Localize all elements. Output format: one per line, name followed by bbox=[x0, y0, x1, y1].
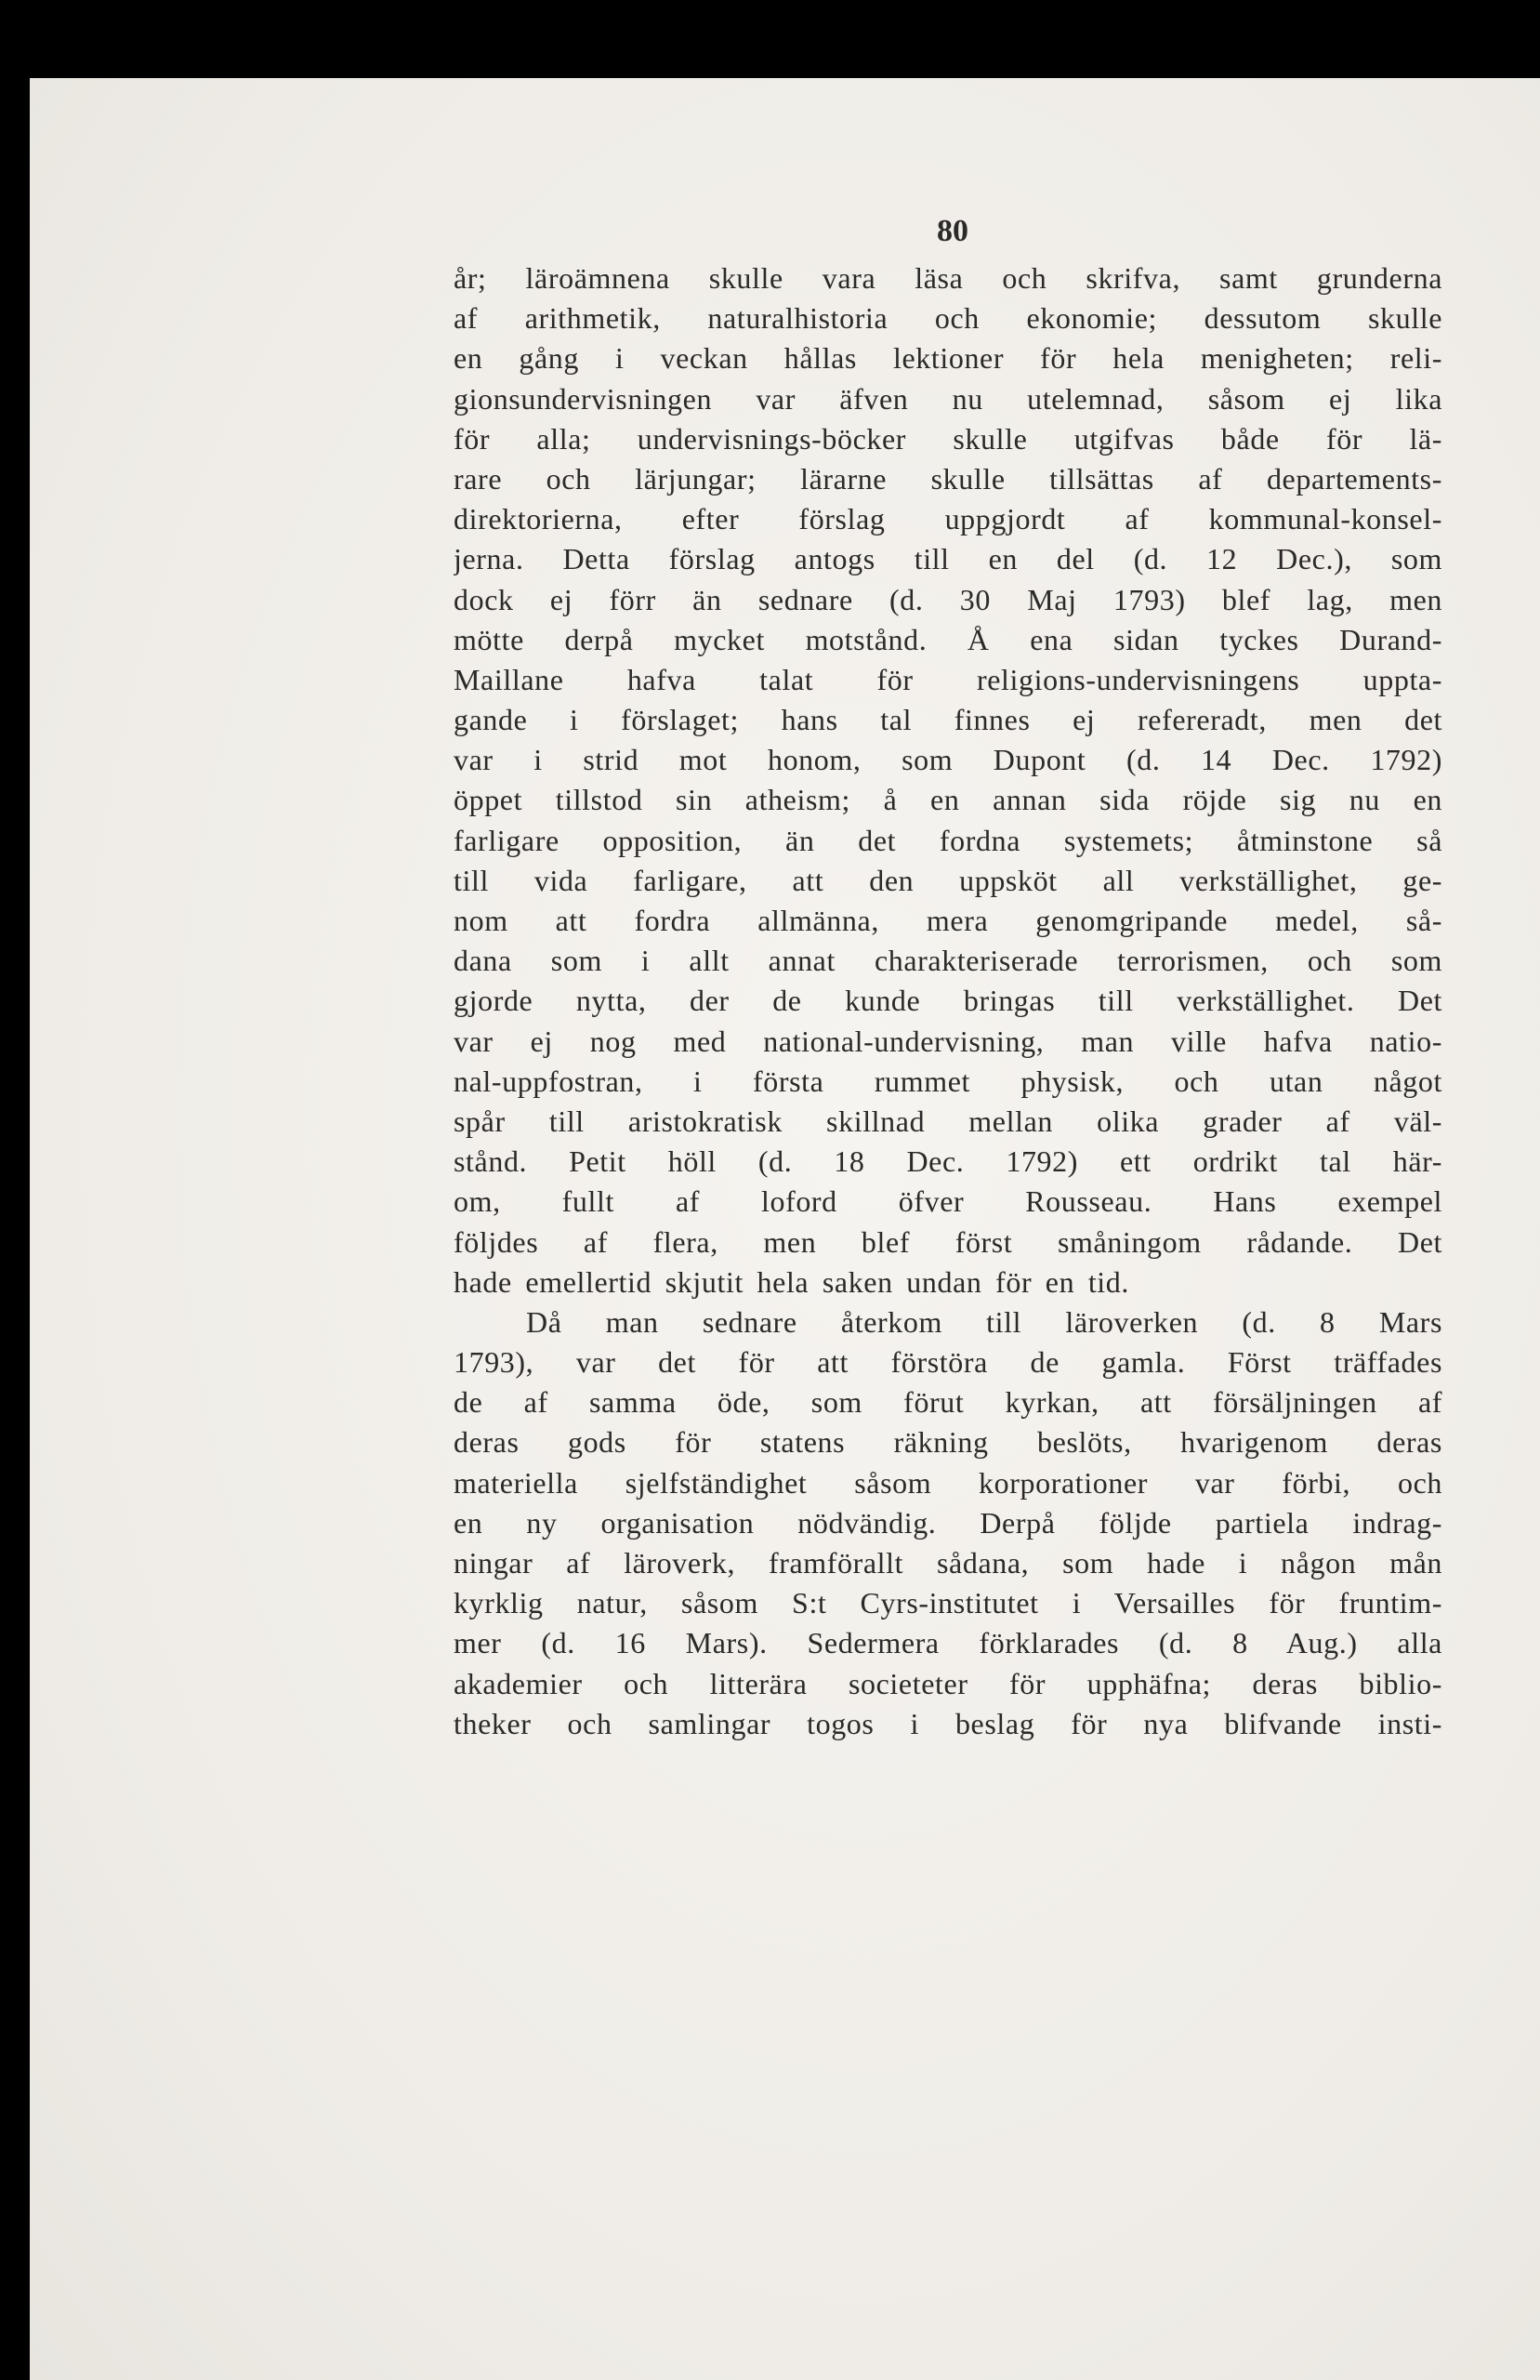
text-line: gjorde nytta, der de kunde bringas till verkställighet. Det bbox=[454, 984, 1442, 1018]
page-number: 80 bbox=[937, 214, 968, 248]
text-line: gande i förslaget; hans tal finnes ej refereradt, men det bbox=[454, 703, 1442, 737]
text-line: mötte derpå mycket motstånd. Å ena sidan tyckes Durand- bbox=[454, 622, 1442, 656]
text-line: deras gods för statens räkning beslöts, hvarigenom deras bbox=[454, 1425, 1442, 1460]
text-line: öppet tillstod sin atheism; å en annan sida röjde sig nu en bbox=[454, 783, 1442, 817]
text-line: följdes af flera, men blef först småningom rådande. Det bbox=[454, 1224, 1442, 1259]
text-line: en ny organisation nödvändig. Derpå följde partiela indrag- bbox=[454, 1505, 1442, 1540]
text-line: de af samma öde, som förut kyrkan, att försäljningen af bbox=[454, 1385, 1442, 1420]
text-line: 1793), var det för att förstöra de gamla. Först träffades bbox=[454, 1345, 1442, 1380]
text-line: hade emellertid skjutit hela saken undan för en tid. bbox=[454, 1264, 1129, 1299]
text-line: spår till aristokratisk skillnad mellan olika grader af väl- bbox=[454, 1104, 1442, 1138]
text-line: direktorierna, efter förslag uppgjordt af kommunal-konsel- bbox=[454, 502, 1442, 536]
text-line: dock ej förr än sednare (d. 30 Maj 1793) blef lag, men bbox=[454, 582, 1442, 616]
text-line: för alla; undervisnings-böcker skulle utgifvas både för lä- bbox=[454, 421, 1442, 456]
text-line: var i strid mot honom, som Dupont (d. 14 Dec. 1792) bbox=[454, 743, 1442, 777]
text-line: en gång i veckan hållas lektioner för hela menigheten; reli- bbox=[454, 341, 1442, 376]
text-line: gionsundervisningen var äfven nu utelemnad, såsom ej lika bbox=[454, 381, 1442, 416]
text-line: rare och lärjungar; lärarne skulle tillsättas af departements- bbox=[454, 461, 1442, 496]
text-line: theker och samlingar togos i beslag för nya blifvande insti- bbox=[454, 1706, 1442, 1740]
text-line: dana som i allt annat charakteriserade terrorismen, och som bbox=[454, 944, 1442, 978]
text-line: år; läroämnena skulle vara läsa och skrifva, samt grunderna bbox=[454, 261, 1442, 295]
paragraph bbox=[454, 258, 1442, 1302]
text-line: Maillane hafva talat för religions-undervisningens uppta- bbox=[454, 662, 1442, 696]
text-line: stånd. Petit höll (d. 18 Dec. 1792) ett ordrikt tal här- bbox=[454, 1144, 1442, 1179]
text-line: nom att fordra allmänna, mera genomgripande medel, så- bbox=[454, 904, 1442, 937]
text-line: till vida farligare, att den uppsköt all verkställighet, ge- bbox=[454, 863, 1442, 897]
text-line: Då man sednare återkom till läroverken (d. 8 Mars bbox=[526, 1304, 1442, 1339]
text-line: farligare opposition, än det fordna systemets; åtminstone så bbox=[454, 823, 1442, 857]
paragraph bbox=[454, 1302, 1442, 1744]
text-line: materiella sjelfständighet såsom korporationer var förbi, och bbox=[454, 1465, 1442, 1500]
text-line: mer (d. 16 Mars). Sedermera förklarades (d. 8 Aug.) alla bbox=[454, 1626, 1442, 1660]
text-line: nal-uppfostran, i första rummet physisk, och utan något bbox=[454, 1064, 1442, 1098]
text-line: kyrklig natur, såsom S:t Cyrs-institutet i Versailles för fruntim- bbox=[454, 1586, 1442, 1620]
text-column bbox=[454, 205, 1442, 1744]
text-line: om, fullt af loford öfver Rousseau. Hans exempel bbox=[454, 1184, 1442, 1219]
text-line: jerna. Detta förslag antogs till en del (d. 12 Dec.), som bbox=[454, 542, 1442, 576]
text-line: af arithmetik, naturalhistoria och ekonomie; dessutom skulle bbox=[454, 301, 1442, 336]
text-line: akademier och litterära societeter för upphäfna; deras biblio- bbox=[454, 1666, 1442, 1700]
text-line: ningar af läroverk, framförallt sådana, som hade i någon mån bbox=[454, 1546, 1442, 1580]
text-line: var ej nog med national-undervisning, man ville hafva natio- bbox=[454, 1024, 1442, 1058]
body-text bbox=[454, 258, 1442, 1744]
